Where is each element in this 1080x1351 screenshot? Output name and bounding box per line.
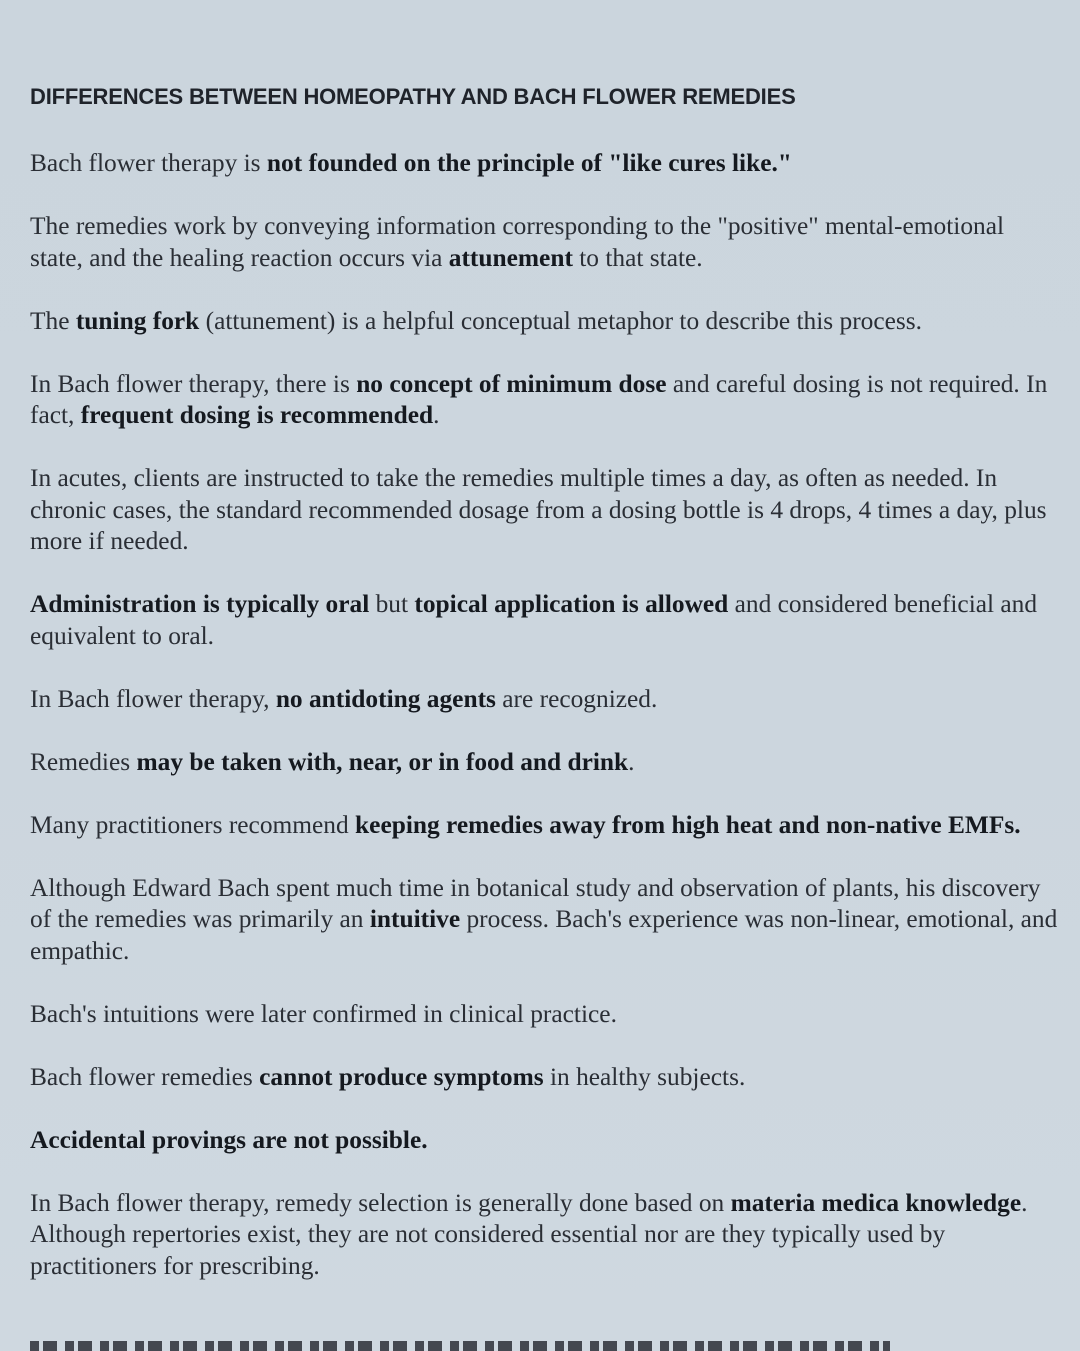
bold-text: no antidoting agents <box>275 684 496 713</box>
text-segment: Many practitioners recommend <box>30 810 356 839</box>
text-segment: in healthy subjects. <box>543 1062 746 1091</box>
paragraph <box>30 306 1060 338</box>
bold-text: may be taken with, near, or in food and drink <box>136 747 629 776</box>
text-segment: The <box>30 306 76 335</box>
paragraph <box>30 148 1060 180</box>
paragraph <box>30 463 1060 558</box>
cut-off-text-line <box>30 1338 890 1351</box>
bold-text: tuning fork <box>75 306 200 335</box>
paragraph <box>30 1125 1060 1157</box>
paragraph <box>30 999 1060 1031</box>
document-body <box>30 148 1060 1314</box>
text-segment: . <box>433 401 440 429</box>
bold-text: frequent dosing is recommended <box>80 401 434 429</box>
text-segment: Remedies <box>30 747 137 776</box>
text-segment: to that state. <box>572 243 703 272</box>
bold-text: intuitive <box>369 905 461 933</box>
bold-text: materia medica knowledge <box>730 1188 1022 1217</box>
bold-text: not founded on the principle of "like cures like." <box>266 149 792 177</box>
paragraph <box>30 684 1060 716</box>
paragraph <box>30 873 1060 968</box>
text-segment: but <box>369 590 415 618</box>
bold-text: topical application is allowed <box>414 590 729 618</box>
bold-text: no concept of minimum dose <box>356 369 667 398</box>
text-segment: Although Edward Bach spent much time in botanical study and observation of plants, his discovery of the remedies was primarily an <box>30 873 1041 933</box>
paragraph <box>30 1062 1060 1094</box>
paragraph <box>30 369 1060 432</box>
text-segment: are recognized. <box>495 684 658 713</box>
text-segment: and considered beneficial and equivalent to oral. <box>30 590 1038 650</box>
paragraph <box>30 589 1060 652</box>
bold-text: Accidental provings are not possible. <box>30 1125 428 1154</box>
bold-text: cannot produce symptoms <box>259 1062 544 1091</box>
paragraph <box>30 810 1060 842</box>
bold-text: keeping remedies away from high heat and non-native EMFs. <box>355 810 1021 839</box>
bold-text: attunement <box>448 243 573 272</box>
text-segment: . <box>628 747 635 776</box>
bold-text: Administration is typically oral <box>30 590 370 618</box>
document-title: DIFFERENCES BETWEEN HOMEOPATHY AND BACH FLOWER REMEDIES <box>30 84 796 109</box>
text-segment: and careful dosing is not required. In fact, <box>30 369 1048 429</box>
text-segment: In Bach flower therapy, there is <box>30 369 357 398</box>
paragraph <box>30 747 1060 779</box>
text-segment: In Bach flower therapy, <box>30 684 276 713</box>
paragraph <box>30 211 1060 274</box>
text-segment: Bach flower therapy is <box>30 149 267 177</box>
text-segment: (attunement) is a helpful conceptual metaphor to describe this process. <box>199 306 922 335</box>
text-segment: In acutes, clients are instructed to take the remedies multiple times a day, as often as needed. In chronic cases, the standard recommended dosage from a dosing bottle is 4 drops, 4 times a day, plus more if needed. <box>30 464 1047 555</box>
text-segment: . Although repertories exist, they are not considered essential nor are they typically used by practitioners for prescribing. <box>30 1188 1028 1280</box>
paragraph <box>30 1188 1060 1283</box>
text-segment: Bach flower remedies <box>30 1062 260 1091</box>
text-segment: Bach's intuitions were later confirmed in clinical practice. <box>30 999 617 1028</box>
text-segment: In Bach flower therapy, remedy selection is generally done based on <box>30 1188 731 1217</box>
text-segment: The remedies work by conveying information corresponding to the "positive" mental-emotional state, and the healing reaction occurs via <box>30 212 1005 272</box>
text-segment: process. Bach's experience was non-linear, emotional, and empathic. <box>30 905 1058 965</box>
